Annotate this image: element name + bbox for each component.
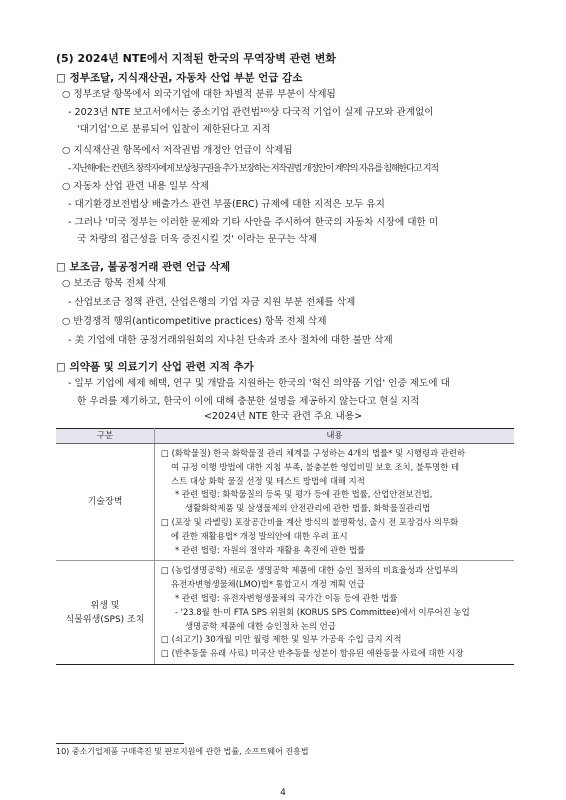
- body-line: - 산업보조금 정책 관련, 산업은행의 기업 자금 지원 부분 전체를 삭제: [68, 297, 356, 308]
- nte-table: [56, 428, 514, 665]
- body-line: - 그러나 '미국 정부는 이러한 문제와 기타 사안을 주시하여 한국의 자동차 시장에 대한 미: [68, 217, 439, 228]
- content-line: - '23.8월 한·미 FTA SPS 위원회 (KORUS SPS Committee)에서 이루어진 농업: [175, 606, 470, 617]
- body-line: - 2023년 NTE 보고서에서는 중소기업 관련법¹⁰⁾상 다국적 기업이 실제 규모와 관계없이: [68, 107, 434, 118]
- body-line: - 대기환경보전법상 배출가스 관련 부품(ERC) 규제에 대한 지적은 모두 유지: [68, 199, 385, 210]
- content-line: 생명공학 제품에 대한 승인절차 논의 언급: [185, 620, 336, 631]
- column-header-content: 내용: [155, 429, 515, 444]
- row-category: 기술장벽: [56, 444, 155, 561]
- content-line: 여 규정 이행 방법에 대한 지침 부족, 불충분한 영업비밀 보호 조치, 불투명한 테: [171, 461, 460, 472]
- row-content: [155, 444, 515, 561]
- content-line: * 관련 법령: 자원의 절약과 재활용 촉진에 관한 법률: [175, 544, 366, 555]
- table-header-row: [56, 429, 514, 444]
- body-line: ○ 자동차 산업 관련 내용 일부 삭제: [62, 181, 210, 192]
- body-line: '대기업'으로 분류되어 입찰이 제한된다고 지적: [77, 124, 271, 135]
- footnote-divider: [56, 743, 184, 744]
- content-line: □ (쇠고기) 30개월 미만 월령 제한 및 일부 가공육 수입 금지 지적: [161, 634, 402, 645]
- row-category-line: 위생 및: [90, 600, 120, 611]
- body-line: ○ 보조금 항목 전체 삭제: [62, 278, 166, 289]
- page-number: 4: [280, 788, 286, 798]
- body-line: - 美 기업에 대한 공정거래위원회의 지나친 단속과 조사 절차에 대한 불만 삭제: [68, 335, 393, 346]
- content-line: * 관련 법령: 유전자변형생물체의 국가간 이동 등에 관한 법률: [175, 592, 398, 603]
- content-line: 에 관한 재활용법* 개정 발의안에 대한 우려 표시: [171, 530, 348, 541]
- footnote: 10) 중소기업제품 구매촉진 및 판로지원에 관한 법률, 소프트웨어 진흥법: [56, 747, 309, 756]
- content-line: 생활화학제품 및 살생물제의 안전관리에 관한 법률, 화학물질관리법: [185, 503, 431, 514]
- table-caption: <2024년 NTE 한국 관련 주요 내용>: [203, 411, 363, 422]
- column-header-category: 구분: [56, 429, 155, 444]
- section-title: (5) 2024년 NTE에서 지적된 한국의 무역장벽 관련 변화: [56, 52, 336, 65]
- table-row: [56, 444, 514, 561]
- body-line: ○ 정부조달 항목에서 외국기업에 대한 차별적 분류 부분이 삭제됨: [62, 89, 336, 100]
- subsection-title-2: □ 보조금, 불공정거래 관련 언급 삭제: [56, 261, 231, 273]
- content-line: □ (포장 및 라벨링) 포장공간비율 계산 방식의 불명확성, 출시 전 포장검사 의무화: [161, 516, 459, 527]
- body-line: - 일부 기업에 세제 혜택, 연구 및 개발을 지원하는 한국의 '혁신 의약품 기업' 인증 제도에 대: [68, 378, 450, 389]
- content-line: □ (화학물질) 한국 화학물질 관리 체계를 구성하는 4개의 법률* 및 시행령과 관련하: [161, 448, 466, 458]
- row-category: [56, 561, 155, 665]
- body-line: 국 차량의 접근성을 더욱 증진시킬 것' 이라는 문구는 삭제: [77, 234, 318, 245]
- content-line: 유전자변형생물체(LMO)법* 통합고시 개정 계획 언급: [171, 579, 365, 590]
- content-line: * 관련 법령: 화학물질의 등록 및 평가 등에 관한 법률, 산업안전보건법,: [175, 489, 433, 500]
- row-content: [155, 561, 515, 665]
- content-line: 스트 대상 화학 물질 선정 및 테스트 방법에 대해 지적: [171, 475, 365, 486]
- row-category-line: 식물위생(SPS) 조치: [65, 614, 145, 625]
- content-line: □ (반추동물 유래 사료) 미국산 반추동물 성분이 함유된 애완동물 사료에 대한 시장: [161, 648, 464, 659]
- body-line: 한 우려를 제기하고, 한국이 이에 대해 충분한 설명을 제공하지 않는다고 현실 지적: [77, 396, 420, 407]
- body-line: ○ 반경쟁적 행위(anticompetitive practices) 항목 전체 삭제: [62, 316, 327, 327]
- table-row: [56, 561, 514, 665]
- subsection-title-1: □ 정부조달, 지식재산권, 자동차 산업 부분 언급 감소: [56, 72, 303, 84]
- body-line: ○ 지식재산권 항목에서 저작권법 개정안 언급이 삭제됨: [62, 145, 293, 156]
- content-line: □ (농업생명공학) 새로운 생명공학 제품에 대한 승인 절차의 비효율성과 산업부의: [161, 565, 459, 576]
- subsection-title-3: □ 의약품 및 의료기기 산업 관련 지적 추가: [56, 361, 254, 373]
- body-line: - 지난해에는 컨텐츠 창작자에게 보상청구권을 추가 보장하는 저작권법 개정안이 계약의 자유를 침해한다고 지적: [68, 163, 438, 174]
